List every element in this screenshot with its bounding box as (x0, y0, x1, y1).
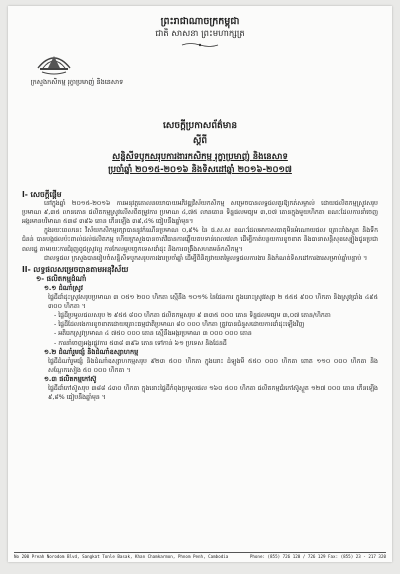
bullet-item: - អតិរេកស្រូវប្រមាណ ៤ ៧៥០ ០០០ តោន ស្មើនឹងអង្ករប្រមាណ ៣ ០០០ ០០០ តោន (54, 330, 252, 338)
footer-contact: Phone: (855) 726 120 / 726 129 Fax: (855) 23 - 217 320 (249, 553, 386, 559)
title-line-4: ប្រចាំឆ្នាំ ២០១៥-២០១៦ និងទិសដៅឆ្នាំ ២០១៦-២០១៧ (108, 165, 292, 175)
paragraph: ក្នុងរយៈពេលនេះ វិស័យកសិកម្មរក្សាបាននូវកំណើនប្រមាណ ០,៩% នៃ ផ.ស.ស ខណៈដែលអាកាសធាតុមិនអំណោយផល គ្រោះរាំងស្ងួត និងទឹកជំនន់ បានបង្កផលប៉ះពាល់ដល់ផលិតកម្ម ហើយក្រសួងបានចាត់វិធានការឆ្លើយតបទាន់ពេលវេលា ដើម្បីកាត់បន្ថយការខូចខាត និងធានាសន្តិសុខស្បៀងជូនប្រជាពលរដ្ឋ តាមរយៈការជំរុញពូជស្រូវល្អ ការកែលម្អបច្ចេកទេសដាំដុះ និងការពង្រឹងសហគមន៍កសិកម្ម។ (22, 227, 378, 253)
bullet-item: - ផ្ទៃដីប្រមូលផលសរុប ២ ៩៥៥ ៨០០ ហិកតា ផលិតកម្មសរុប ៩ ៣៣៥ ០០០ តោន ទិន្នផលមធ្យម ៣,០៧ តោន/ហិកតា (54, 312, 331, 320)
footer-address: No 200 Preah Norodom Blvd, Sangkat Tonle Basak, Khan Chamkarmon, Phnom Penh, Cambodia (14, 553, 229, 559)
subsection-heading: ១.២ ដំណាំរួមផ្សំ និងដំណាំឧស្សាហកម្ម (44, 347, 139, 356)
section-heading: I- សេចក្តីផ្តើម (22, 190, 62, 199)
title-line-1: សេចក្តីប្រកាសព័ត៌មាន (162, 121, 238, 131)
bullet-item: - ផ្ទៃដីដែលរងការខូចខាតដោយគ្រោះធម្មជាតិប្រមាណ ៨០ ០០០ ហិកតា ត្រូវបានជំនួសដោយការដាំដុះឡើងវិញ (54, 321, 305, 329)
document-page (8, 6, 392, 562)
subsection-heading: ១.៣ ផលិតកម្មកៅស៊ូ (44, 374, 97, 383)
ministry-name: ក្រសួងកសិកម្ម រុក្ខាប្រមាញ់ និងនេសាទ (30, 78, 124, 86)
paragraph: ផ្ទៃដីដំណាំរួមផ្សំ និងដំណាំឧស្សាហកម្មសរុប ៩២៣ ៥០០ ហិកតា ក្នុងនោះ ដំឡូងមី ៥៥០ ០០០ ហិកតា ពោត ១១០ ០០០ ហិកតា និងសណ្តែកសៀង ៥០ ០០០ ហិកតា ។ (48, 357, 378, 374)
national-motto: ជាតិ សាសនា ព្រះមហាក្សត្រ (155, 29, 245, 39)
section-heading: II- លទ្ធផលសម្រេចបានតាមអនុវិស័យ (22, 264, 129, 274)
paragraph: ជាលទ្ធផល ក្រសួងបានរៀបចំសន្និសីទបូកសរុបការងារប្រចាំឆ្នាំ ដើម្បីពិនិត្យវាយតម្លៃលទ្ធផលការងារ និងកំណត់ទិសដៅការងារសម្រាប់ឆ្នាំបន្ទាប់ ។ (44, 254, 368, 262)
flourish-ornament-icon (180, 42, 220, 48)
subsection-heading: ១- ផលិតកម្មដំណាំ (36, 274, 87, 283)
title-line-2: ស្តីពី (192, 136, 208, 146)
document-title (8, 120, 392, 177)
kingdom-header (8, 16, 392, 48)
paragraph: នៅក្នុងឆ្នាំ ២០១៥-២០១៦ ការអនុវត្តគោលនយោបាយអភិវឌ្ឍវិស័យកសិកម្ម សម្រេចបានលទ្ធផលគួរឱ្យកត់សម្គាល់ ដោយផលិតកម្មស្រូវសរុបប្រមាណ ៩,៣៥ លានតោន ផលិតកម្មស្រូវលើសពីតម្រូវការ ប្រមាណ ៤,៧៥ លានតោន ទិន្នផលមធ្យម ៣,០៧ តោនក្នុងមួយហិកតា ខណៈដែលការនាំចេញអង្ករមានបរិមាណ ៥៣៨ ៣៩៦ តោន កើនឡើង ៣៩,៤% ធៀបនឹងឆ្នាំមុន។ (22, 200, 378, 226)
title-line-3: សន្និសីទបូកសរុបការងារកសិកម្ម រុក្ខាប្រមាញ់ និងនេសាទ (112, 152, 288, 162)
paragraph: ផ្ទៃដីដាំកៅស៊ូសរុប ៣៨៨ ៤៣០ ហិកតា ក្នុងនោះផ្ទៃដីកំពុងប្រមូលផល ១៦០ ៥០០ ហិកតា ផលិតកម្មជ័រកៅស៊ូស្ងួត ១២៧ ០០០ តោន កើនឡើង ៩,៨% ធៀបនឹងឆ្នាំមុន ។ (48, 384, 378, 402)
kingdom-name: ព្រះរាជាណាចក្រកម្ពុជា (160, 16, 240, 27)
subsection-heading: ១.១ ដំណាំស្រូវ (44, 283, 83, 292)
paragraph: ផ្ទៃដីដាំដុះស្រូវសរុបប្រមាណ ៣ ០៥១ ២០០ ហិកតា ស្មើនឹង ១០១% នៃផែនការ ក្នុងនោះស្រូវវស្សា ២ ៥៥៥ ៩០០ ហិកតា និងស្រូវប្រាំង ៤៩៥ ៣០០ ហិកតា ។ (48, 294, 378, 311)
bullet-item: - ការនាំចេញអង្ករផ្លូវការ ៥៣៨ ៣៩៦ តោន ទៅកាន់ ៦១ ប្រទេស និងដែនដី (54, 339, 227, 347)
page-footer (14, 552, 386, 559)
document-body (22, 188, 378, 402)
ministry-logo-icon (34, 46, 74, 76)
